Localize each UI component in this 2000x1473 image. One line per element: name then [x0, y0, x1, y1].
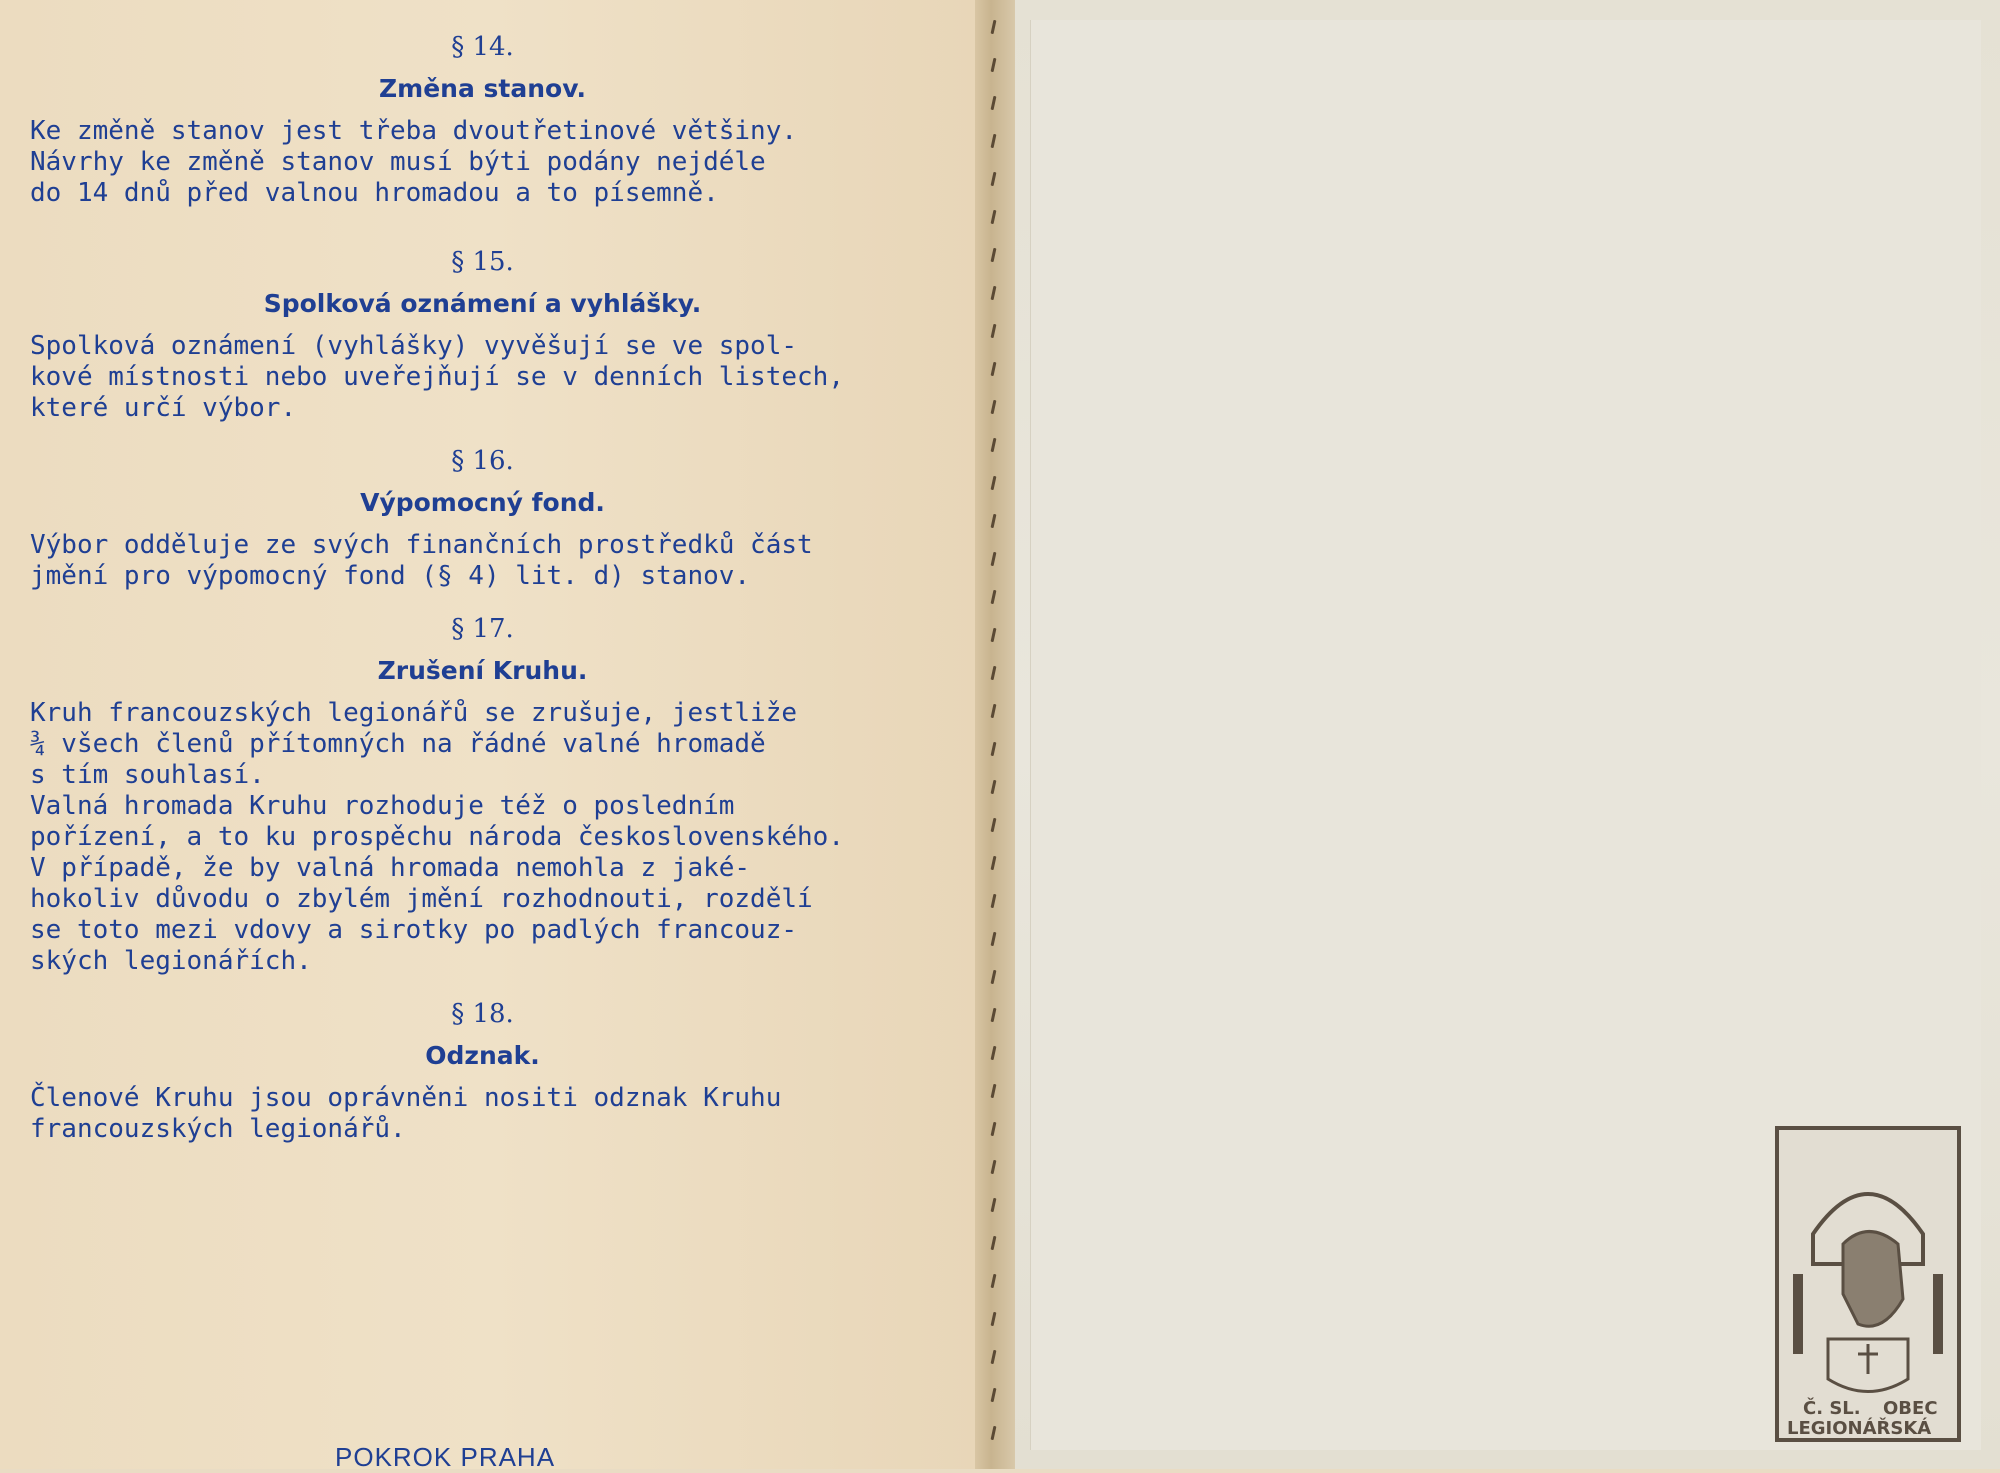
section-paragraph: Spolková oznámení (vyhlášky) vyvěšují se ve spol- kové místnosti nebo uveřejňují se v denních listech, které určí výbor. — [30, 331, 844, 423]
legion-stamp-logo — [1773, 1124, 1963, 1444]
soldier-face-icon — [1843, 1232, 1903, 1327]
stamp-text-left: Č. SL. — [1803, 1398, 1861, 1419]
printer-imprint: POKROK PRAHA — [335, 1442, 556, 1472]
section-title: Změna stanov. — [379, 74, 586, 103]
section-number: § 14. — [451, 32, 514, 62]
section-title: Výpomocný fond. — [360, 488, 605, 517]
section-paragraph: V případě, že by valná hromada nemohla z jaké- hokoliv důvodu o zbylém jmění rozhodnouti, rozdělí se toto mezi vdovy a sirotky po padlých francouz- ských legionářích. — [30, 853, 813, 976]
section-title: Odznak. — [425, 1041, 540, 1070]
section-number: § 18. — [451, 999, 514, 1029]
section-paragraph: Členové Kruhu jsou oprávněni nositi odznak Kruhu francouzských legionářů. — [30, 1083, 782, 1144]
section-number: § 17. — [451, 614, 514, 644]
section-paragraph: Ke změně stanov jest třeba dvoutřetinové většiny. Návrhy ke změně stanov musí býti podány nejdéle do 14 dnů před valnou hromadou a to písemně. — [30, 116, 798, 208]
section-title: Zrušení Kruhu. — [377, 656, 588, 685]
left-page — [0, 0, 985, 1472]
section-number: § 15. — [451, 247, 514, 277]
stamp-text-bottom: LEGIONÁŘSKÁ — [1787, 1418, 1932, 1439]
book-gutter — [975, 0, 1015, 1469]
stamp-text-right: OBEC — [1883, 1398, 1938, 1419]
section-paragraph: Kruh francouzských legionářů se zrušuje, jestliže ¾ všech členů přítomných na řádné valné hromadě s tím souhlasí. — [30, 698, 798, 790]
statutes-text — [30, 30, 935, 1145]
section-paragraph: Valná hromada Kruhu rozhoduje též o posledním pořízení, a to ku prospěchu národa československého. — [30, 791, 844, 852]
section-number: § 16. — [451, 446, 514, 476]
section-title: Spolková oznámení a vyhlášky. — [263, 289, 702, 318]
section-paragraph: Výbor odděluje ze svých finančních prostředků část jmění pro výpomocný fond (§ 4) lit. d) stanov. — [30, 530, 813, 591]
